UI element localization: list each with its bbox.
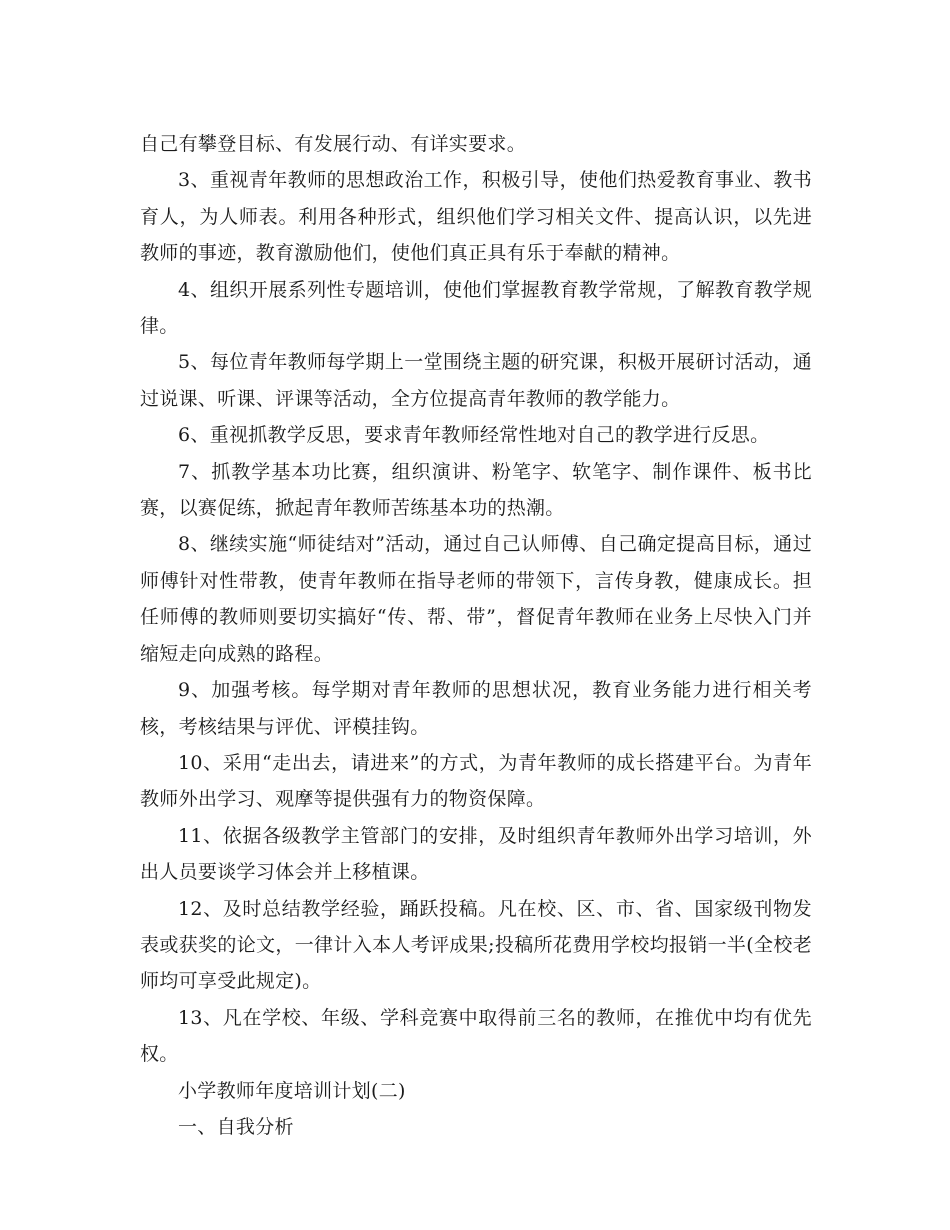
paragraph-item-4: 4、组织开展系列性专题培训，使他们掌握教育教学常规，了解教育教学规律。 xyxy=(140,278,812,338)
paragraph-item-10: 10、采用“走出去，请进来”的方式，为青年教师的成长搭建平台。为青年教师外出学习、观摩等提供强有力的物资保障。 xyxy=(140,751,812,811)
paragraph-item-12: 12、及时总结教学经验，踊跃投稿。凡在校、区、市、省、国家级刊物发表或获奖的论文，一律计入本人考评成果;投稿所花费用学校均报销一半(全校老师均可享受此规定)。 xyxy=(140,897,812,993)
paragraph-item-3: 3、重视青年教师的思想政治工作，积极引导，使他们热爱教育事业、教书育人，为人师表。利用各种形式，组织他们学习相关文件、提高认识，以先进教师的事迹，教育激励他们，使他们真正具有乐于奉献的精神。 xyxy=(140,169,812,265)
paragraph-item-6: 6、重视抓教学反思，要求青年教师经常性地对自己的教学进行反思。 xyxy=(178,424,770,447)
paragraph-item-9: 9、加强考核。每学期对青年教师的思想状况，教育业务能力进行相关考核，考核结果与评优、评模挂钩。 xyxy=(140,679,812,738)
document-body xyxy=(140,126,812,1145)
section-heading: 一、自我分析 xyxy=(178,1115,294,1138)
paragraph-item-13: 13、凡在学校、年级、学科竞赛中取得前三名的教师，在推优中均有优先权。 xyxy=(140,1006,812,1066)
paragraph-continuation: 自己有攀登目标、有发展行动、有详实要求。 xyxy=(140,133,527,155)
paragraph-item-11: 11、依据各级教学主管部门的安排，及时组织青年教师外出学习培训，外出人员要谈学习体会并上移植课。 xyxy=(140,824,812,884)
paragraph-item-8: 8、继续实施“师徒结对”活动，通过自己认师傅、自己确定提高目标，通过师傅针对性带教，使青年教师在指导老师的带领下，言传身教，健康成长。担任师傅的教师则要切实搞好“传、帮、带”，督促青年教师在业务上尽快入门并缩短走向成熟的路程。 xyxy=(140,533,812,665)
paragraph-item-7: 7、抓教学基本功比赛，组织演讲、粉笔字、软笔字、制作课件、板书比赛，以赛促练，掀起青年教师苦练基本功的热潮。 xyxy=(140,460,812,520)
section-title: 小学教师年度培训计划(二) xyxy=(178,1079,406,1102)
paragraph-item-5: 5、每位青年教师每学期上一堂围绕主题的研究课，积极开展研讨活动，通过说课、听课、评课等活动，全方位提高青年教师的教学能力。 xyxy=(140,351,812,410)
